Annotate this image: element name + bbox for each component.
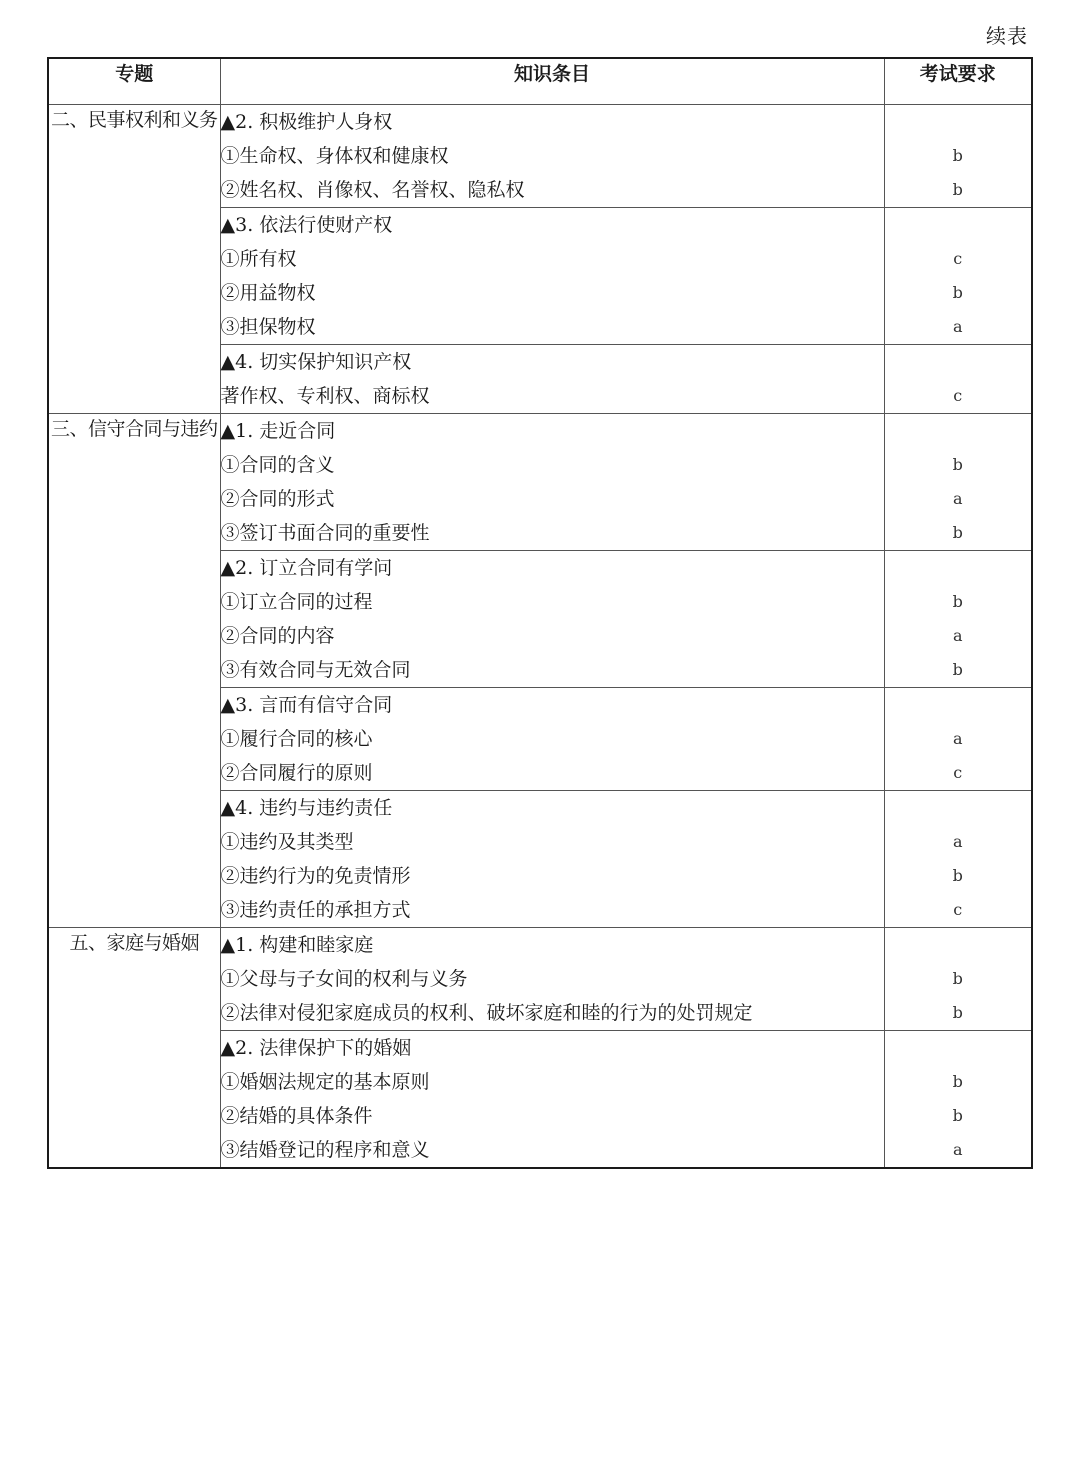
knowledge-item: ②违约行为的免责情形 <box>220 865 411 887</box>
requirement-spacer <box>885 208 1032 242</box>
requirement-cell <box>884 791 1032 928</box>
requirement-level: b <box>952 180 963 199</box>
requirement-level: b <box>952 283 963 302</box>
requirement-spacer <box>885 551 1032 585</box>
requirement-level: a <box>952 729 963 748</box>
group-title: ▲3. 依法行使财产权 <box>220 214 393 236</box>
requirement-cell <box>884 414 1032 551</box>
requirement-level: b <box>952 455 963 474</box>
requirement-spacer <box>885 345 1032 379</box>
header-exam-requirement: 考试要求 <box>884 58 1032 105</box>
knowledge-item: ③签订书面合同的重要性 <box>220 522 430 544</box>
requirement-spacer <box>885 1031 1032 1065</box>
requirement-level: b <box>952 1003 963 1022</box>
knowledge-item: ①所有权 <box>220 248 297 270</box>
knowledge-item: ①生命权、身体权和健康权 <box>220 145 449 167</box>
knowledge-item: ①合同的含义 <box>220 454 335 476</box>
knowledge-items-cell <box>220 414 884 551</box>
requirement-level: b <box>952 523 963 542</box>
requirement-level: b <box>952 146 963 165</box>
requirement-cell <box>884 345 1032 414</box>
knowledge-items-cell <box>220 105 884 208</box>
knowledge-items-cell <box>220 928 884 1031</box>
requirement-level: c <box>953 900 963 919</box>
requirement-level: a <box>952 489 963 508</box>
topic-cell: 二、民事权利和义务 <box>48 105 220 414</box>
topic-cell: 五、家庭与婚姻 <box>48 928 220 1169</box>
knowledge-item: ①父母与子女间的权利与义务 <box>220 968 468 990</box>
knowledge-items-cell <box>220 791 884 928</box>
group-title: ▲3. 言而有信守合同 <box>220 694 393 716</box>
syllabus-table <box>47 57 1033 1169</box>
requirement-level: c <box>953 763 963 782</box>
requirement-level: a <box>952 317 963 336</box>
requirement-level: b <box>952 866 963 885</box>
knowledge-item: ②姓名权、肖像权、名誉权、隐私权 <box>220 179 525 201</box>
knowledge-item: 著作权、专利权、商标权 <box>220 385 430 407</box>
requirement-level: a <box>952 626 963 645</box>
knowledge-item: ③结婚登记的程序和意义 <box>220 1139 430 1161</box>
group-title: ▲1. 构建和睦家庭 <box>220 934 374 956</box>
knowledge-items-cell <box>220 688 884 791</box>
requirement-level: b <box>952 969 963 988</box>
requirement-spacer <box>885 928 1032 962</box>
topic-cell: 三、信守合同与违约 <box>48 414 220 928</box>
knowledge-items-cell <box>220 551 884 688</box>
requirement-level: b <box>952 1106 963 1125</box>
knowledge-item: ③违约责任的承担方式 <box>220 899 411 921</box>
knowledge-item: ②合同的内容 <box>220 625 335 647</box>
requirement-spacer <box>885 688 1032 722</box>
group-title: ▲2. 法律保护下的婚姻 <box>220 1037 412 1059</box>
knowledge-item: ②合同的形式 <box>220 488 335 510</box>
requirement-cell <box>884 208 1032 345</box>
knowledge-item: ②用益物权 <box>220 282 316 304</box>
table-row <box>48 414 1032 551</box>
requirement-level: b <box>952 1072 963 1091</box>
knowledge-item: ②结婚的具体条件 <box>220 1105 373 1127</box>
table-header-row <box>48 58 1032 105</box>
requirement-spacer <box>885 414 1032 448</box>
knowledge-items-cell <box>220 208 884 345</box>
knowledge-item: ①婚姻法规定的基本原则 <box>220 1071 430 1093</box>
requirement-spacer <box>885 105 1032 139</box>
requirement-level: a <box>952 832 963 851</box>
requirement-cell <box>884 688 1032 791</box>
group-title: ▲4. 切实保护知识产权 <box>220 351 412 373</box>
knowledge-item: ③有效合同与无效合同 <box>220 659 411 681</box>
knowledge-item: ③担保物权 <box>220 316 316 338</box>
continued-table-label: 续表 <box>986 24 1028 48</box>
table-body <box>48 105 1032 1169</box>
group-title: ▲2. 订立合同有学问 <box>220 557 393 579</box>
requirement-level: b <box>952 660 963 679</box>
knowledge-items-cell <box>220 1031 884 1169</box>
knowledge-item: ①订立合同的过程 <box>220 591 373 613</box>
group-title: ▲1. 走近合同 <box>220 420 336 442</box>
requirement-cell <box>884 928 1032 1031</box>
knowledge-item: ②法律对侵犯家庭成员的权利、破坏家庭和睦的行为的处罚规定 <box>220 1002 753 1024</box>
requirement-spacer <box>885 791 1032 825</box>
knowledge-item: ①履行合同的核心 <box>220 728 373 750</box>
requirement-level: b <box>952 592 963 611</box>
table-row <box>48 928 1032 1031</box>
header-knowledge-items: 知识条目 <box>220 58 884 105</box>
knowledge-item: ②合同履行的原则 <box>220 762 373 784</box>
requirement-cell <box>884 105 1032 208</box>
group-title: ▲4. 违约与违约责任 <box>220 797 393 819</box>
requirement-level: c <box>953 386 963 405</box>
requirement-cell <box>884 551 1032 688</box>
knowledge-item: ①违约及其类型 <box>220 831 354 853</box>
requirement-cell <box>884 1031 1032 1169</box>
knowledge-items-cell <box>220 345 884 414</box>
group-title: ▲2. 积极维护人身权 <box>220 111 393 133</box>
requirement-level: c <box>953 249 963 268</box>
header-topic: 专题 <box>48 58 220 105</box>
table-row <box>48 105 1032 208</box>
requirement-level: a <box>952 1140 963 1159</box>
